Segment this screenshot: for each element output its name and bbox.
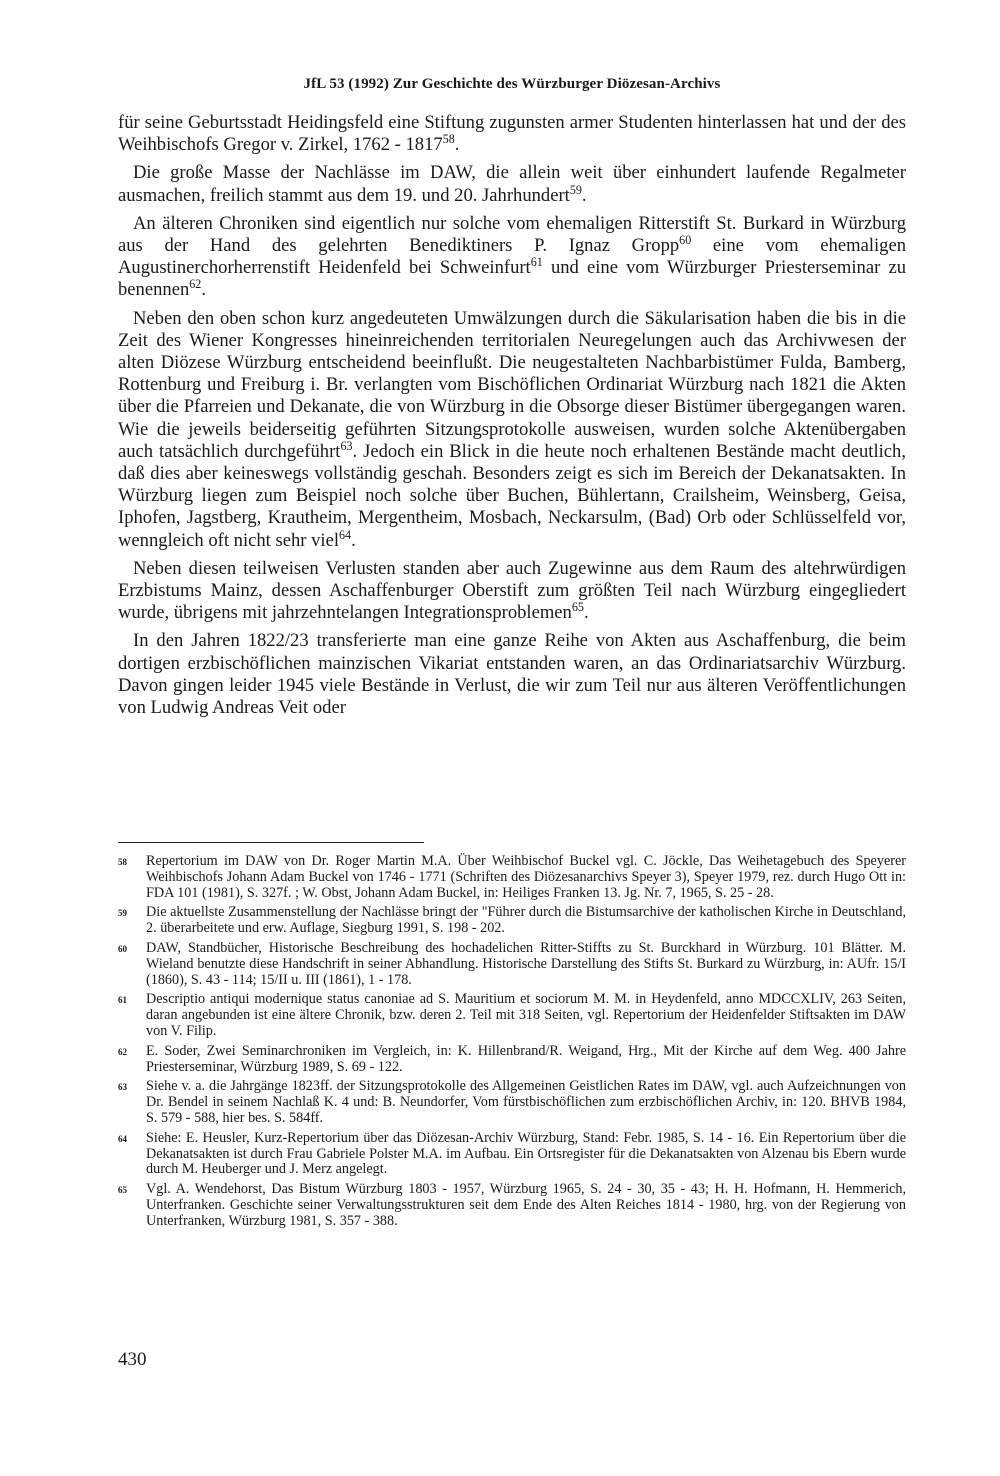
body-text-run: Neben diesen teilweisen Verlusten standen aber auch Zugewinne aus dem Raum des altehrwürdigen Erzbistums Mainz, dessen Aschaffenburger Oberstift zum größten Teil nach Würzburg eingegliedert wurde, übrigens mit jahrzehntelangen Integrationsproblemen bbox=[118, 557, 906, 624]
running-header: JfL 53 (1992) Zur Geschichte des Würzburger Diözesan-Archivs bbox=[303, 76, 721, 92]
footnote-number: 65 bbox=[118, 1185, 127, 1196]
footnote bbox=[118, 941, 906, 988]
footnote-reference: 60 bbox=[679, 232, 692, 247]
footnote bbox=[118, 1079, 906, 1126]
body-text-run: eine vom ehemaligen Augustinerchorherrenstift Heidenfeld bei Schweinfurt bbox=[118, 235, 906, 279]
footnote bbox=[118, 854, 906, 901]
body-paragraph bbox=[118, 630, 906, 719]
footnote-text: DAW, Standbücher, Historische Beschreibung des hochadelichen Ritter-Stiffts zu St. Burckhard in Würzburg. 101 Blätter. M. Wieland benutzte diese Handschrift in seiner Abhandlung. Historische Darstellung des Stifts St. Burkard zu Würzburg, in: AUfr. 15/I (1860), S. 43 - 114; 15/II u. III (1861), 1 - 178. bbox=[146, 939, 906, 988]
body-paragraph bbox=[118, 558, 906, 625]
footnotes bbox=[118, 854, 906, 1234]
body-paragraph bbox=[118, 162, 906, 206]
footnote-number: 61 bbox=[118, 995, 127, 1006]
footnote-reference: 59 bbox=[569, 182, 582, 197]
footnote-text: Vgl. A. Wendehorst, Das Bistum Würzburg 1803 - 1957, Würzburg 1965, S. 24 - 30, 35 - 43; H. H. Hofmann, H. Hemmerich, Unterfranken. Geschichte seiner Verwaltungsstrukturen seit dem Ende des Alten Reiches 1814 - 1980, hrg. von der Regierung von Unterfranken, Würzburg 1981, S. 357 - 388. bbox=[146, 1181, 906, 1229]
footnote bbox=[118, 905, 906, 937]
footnote-reference: 62 bbox=[189, 277, 202, 292]
body-text-run: Neben den oben schon kurz angedeuteten Umwälzungen durch die Säkularisation haben die bis in die Zeit des Wiener Kongresses hineinreichenden territorialen Neuregelungen auch das Archivwesen der alten Diözese Würzburg entscheidend beeinflußt. Die neugestalteten Nachbarbistümer Fulda, Bamberg, Rottenburg und Freiburg i. Br. verlangten vom Bischöflichen Ordinariat Würzburg nach 1821 die Akten über die Pfarreien und Dekanate, die von Würzburg in die Obsorge dieser Bistümer übergegangen waren. Wie die jeweils beiderseitig geführten Sitzungsprotokolle ausweisen, wurden solche Aktenübergaben auch tatsächlich durchgeführt bbox=[118, 307, 906, 462]
body-text bbox=[118, 112, 906, 725]
body-text-run: . bbox=[454, 134, 460, 156]
body-text-run: . bbox=[581, 184, 587, 206]
footnote-reference: 65 bbox=[571, 600, 584, 615]
footnote-reference: 64 bbox=[339, 527, 352, 542]
footnote-number: 64 bbox=[118, 1133, 127, 1144]
footnote bbox=[118, 1131, 906, 1178]
footnote bbox=[118, 992, 906, 1039]
body-text-run: An älteren Chroniken sind eigentlich nur solche vom ehemaligen Ritterstift St. Burkard in Würzburg aus der Hand des gelehrten Benediktiners P. Ignaz Gropp bbox=[118, 212, 906, 257]
footnote-reference: 61 bbox=[530, 255, 543, 270]
footnote-reference: 63 bbox=[340, 438, 353, 453]
footnote-number: 60 bbox=[118, 943, 127, 954]
body-paragraph bbox=[118, 213, 906, 302]
footnote-reference: 58 bbox=[442, 132, 455, 147]
body-text-run: . Jedoch ein Blick in die heute noch erhaltenen Bestände macht deutlich, daß dies aber keineswegs vollständig geschah. Besonders zeigt es sich im Bereich der Dekanatsakten. In Würzburg liegen zum Beispiel noch solche über Buchen, Bühlertann, Crailsheim, Weinsberg, Geisa, Iphofen, Jagstberg, Krautheim, Mergentheim, Mosbach, Neckarsulm, (Bad) Orb oder Schlüsselfeld vor, wenngleich oft nicht sehr viel bbox=[118, 440, 906, 551]
body-text-run: und eine vom Würzburger Priesterseminar zu benennen bbox=[118, 257, 906, 301]
footnote-text: Die aktuellste Zusammenstellung der Nachlässe bringt der "Führer durch die Bistumsarchive der katholischen Kirche in Deutschland, 2. überarbeitete und erw. Auflage, Siegburg 1991, S. 198 - 202. bbox=[146, 904, 906, 937]
body-text-run: . bbox=[351, 529, 356, 551]
footnote-text: Siehe v. a. die Jahrgänge 1823ff. der Sitzungsprotokolle des Allgemeinen Geistlichen Rates im DAW, vgl. auch Aufzeichnungen von Dr. Bendel in seinem Nachlaß K. 4 und: B. Neundorfer, Vom fürstbischöflichen zum erzbischöflichen Archiv, in: 120. BHVB 1984, S. 579 - 588, hier bes. S. 584ff. bbox=[146, 1078, 906, 1126]
body-text-run: . bbox=[201, 279, 206, 301]
body-text-run: Die große Masse der Nachlässe im DAW, die allein weit über einhundert laufende Regalmeter ausmachen, freilich stammt aus dem 19. und 20. Jahrhundert bbox=[118, 162, 906, 206]
footnote-number: 58 bbox=[118, 857, 127, 867]
body-text-run: . bbox=[583, 602, 589, 624]
footnote-divider bbox=[118, 842, 424, 843]
footnote-number: 59 bbox=[118, 908, 127, 919]
footnote-text: E. Soder, Zwei Seminarchroniken im Vergleich, in: K. Hillenbrand/R. Weigand, Hrg., Mit der Kirche auf dem Weg. 400 Jahre Priesterseminar, Würzburg 1989, S. 69 - 122. bbox=[146, 1042, 906, 1075]
footnote-number: 63 bbox=[118, 1082, 127, 1093]
footnote-text: Repertorium im DAW von Dr. Roger Martin M.A. Über Weihbischof Buckel vgl. C. Jöckle, Das Weihetagebuch des Speyerer Weihbischofs Johann Adam Buckel von 1746 - 1771 (Schriften des Diözesanarchivs Speyer 3), Speyer 1979, rez. durch Hugo Ott in: FDA 101 (1981), S. 327f. ; W. Obst, Johann Adam Buckel, in: Heiliges Franken 13. Jg. Nr. 7, 1965, S. 25 - 28. bbox=[146, 853, 906, 901]
body-paragraph bbox=[118, 308, 906, 552]
body-paragraph bbox=[118, 112, 906, 156]
footnote bbox=[118, 1044, 906, 1076]
page-number: 430 bbox=[118, 1349, 147, 1370]
footnote-text: Siehe: E. Heusler, Kurz-Repertorium über das Diözesan-Archiv Würzburg, Stand: Febr. 1985, S. 14 - 16. Ein Repertorium über die Dekanatsakten ist durch Frau Gabriele Polster M.A. im Aufbau. Ein Ortsregister für die Dekanatsakten von Alzenau bis Ebern wurde durch M. Heuberger und J. Merz angelegt. bbox=[146, 1129, 906, 1178]
body-text-run: In den Jahren 1822/23 transferierte man eine ganze Reihe von Akten aus Aschaffenburg, die beim dortigen erzbischöflichen mainzischen Vikariat entstanden waren, an das Ordinariatsarchiv Würzburg. Davon gingen leider 1945 viele Bestände in Verlust, die wir zum Teil nur aus älteren Veröffentlichungen von Ludwig Andreas Veit oder bbox=[118, 630, 906, 719]
body-text-run: für seine Geburtsstadt Heidingsfeld eine Stiftung zugunsten armer Studenten hinterlassen hat und der des Weihbischofs Gregor v. Zirkel, 1762 - 1817 bbox=[118, 112, 906, 156]
footnote-number: 62 bbox=[118, 1046, 127, 1057]
footnote-text: Descriptio antiqui modernique status canoniae ad S. Mauritium et sociorum M. M. in Heydenfeld, anno MDCCXLIV, 263 Seiten, daran angebunden ist eine ältere Chronik, bzw. deren 2. Teil mit 318 Seiten, vgl. Repertorium der Heidenfelder Stiftsakten im DAW von V. Filip. bbox=[146, 991, 906, 1039]
footnote bbox=[118, 1182, 906, 1229]
